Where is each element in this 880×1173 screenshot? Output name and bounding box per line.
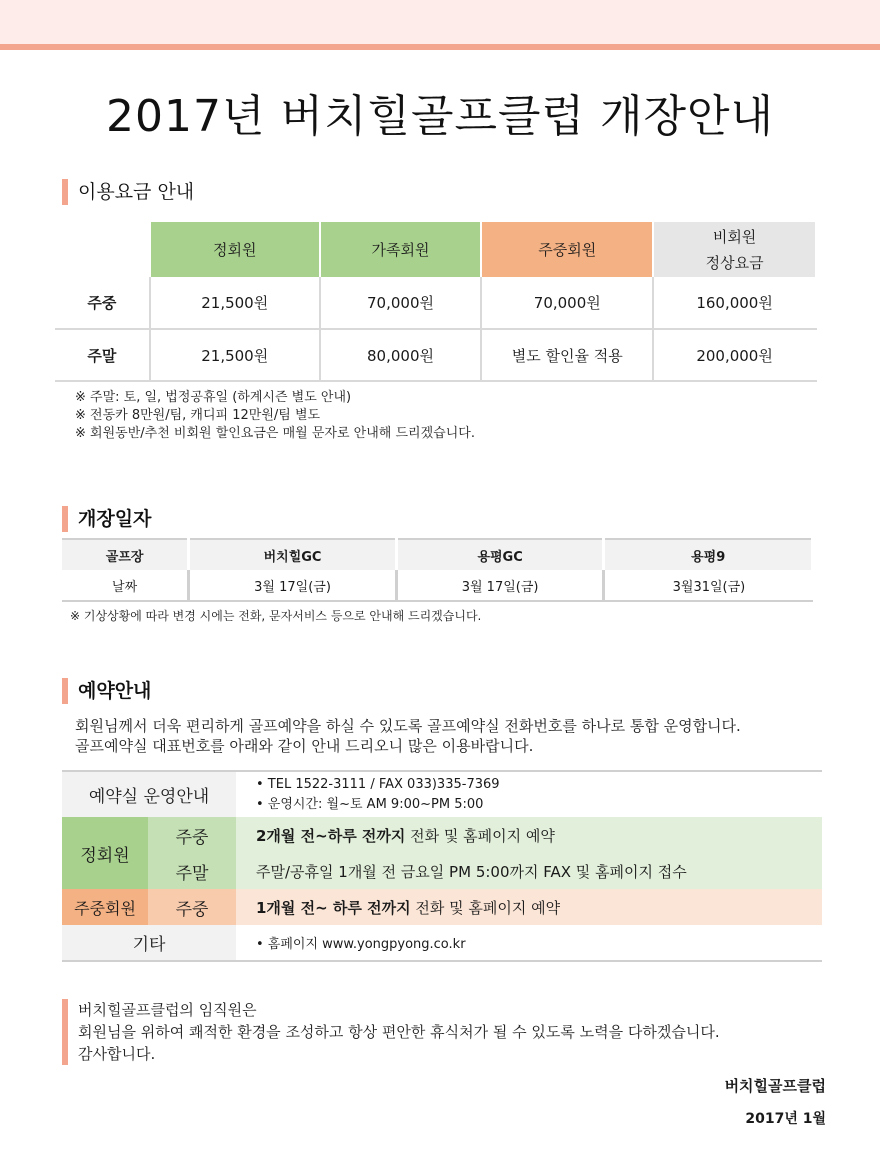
section-heading-opening: 개장일자 xyxy=(62,506,151,532)
regular-weekday-rule xyxy=(236,817,822,853)
regular-weekday-rest: 전화 및 홈페이지 예약 xyxy=(405,826,555,845)
reservation-table xyxy=(62,770,822,962)
section-heading-reservation: 예약안내 xyxy=(62,678,151,704)
fee-cell: 160,000원 xyxy=(653,277,816,329)
col-family-member: 가족회원 xyxy=(320,222,482,277)
reservation-intro xyxy=(75,716,741,756)
opening-header: 용평GC xyxy=(396,539,604,570)
fee-note: ※ 전동카 8만원/팀, 캐디피 12만원/팀 별도 xyxy=(75,408,321,423)
row-label-weekend: 주말 xyxy=(55,329,150,381)
office-line: • TEL 1522-3111 / FAX 033)335-7369 xyxy=(256,776,500,792)
weekday-member-rest: 전화 및 홈페이지 예약 xyxy=(410,898,561,917)
fee-notes xyxy=(75,389,475,443)
opening-row-label: 날짜 xyxy=(62,570,189,601)
section-heading-fees: 이용요금 안내 xyxy=(62,179,194,205)
col-non-member xyxy=(653,222,816,277)
closing-line: 감사합니다. xyxy=(78,1045,156,1063)
row-label-weekday: 주중 xyxy=(55,277,150,329)
opening-note: ※ 기상상황에 따라 변경 시에는 전화, 문자서비스 등으로 안내해 드리겠습니다. xyxy=(70,609,482,623)
page-title: 2017년 버치힐골프클럽 개장안내 xyxy=(106,91,774,142)
fee-cell: 80,000원 xyxy=(320,329,482,381)
fee-cell: 70,000원 xyxy=(481,277,653,329)
fee-corner-cell xyxy=(55,222,150,277)
regular-member-label: 정회원 xyxy=(62,817,148,889)
fee-note: ※ 회원동반/추천 비회원 할인요금은 매월 문자로 안내해 드리겠습니다. xyxy=(75,426,475,441)
regular-weekend-label: 주말 xyxy=(148,853,236,889)
col-weekday-member: 주중회원 xyxy=(481,222,653,277)
weekday-member-rule xyxy=(236,889,822,925)
regular-weekday-bold: 2개월 전~하루 전까지 xyxy=(256,826,406,845)
col-regular-member: 정회원 xyxy=(150,222,320,277)
regular-weekend-rule: 주말/공휴일 1개월 전 금요일 PM 5:00까지 FAX 및 홈페이지 접수 xyxy=(236,853,822,889)
closing-line: 버치힐골프클럽의 임직원은 xyxy=(78,1001,257,1019)
opening-header: 버치힐GC xyxy=(189,539,397,570)
opening-header: 골프장 xyxy=(62,539,189,570)
top-accent-line xyxy=(0,44,880,50)
fee-cell: 별도 할인율 적용 xyxy=(481,329,653,381)
office-info xyxy=(236,771,822,817)
weekday-member-bold: 1개월 전~ 하루 전까지 xyxy=(256,898,411,917)
opening-date: 3월 17일(금) xyxy=(396,570,604,601)
top-banner xyxy=(0,0,880,44)
opening-date: 3월 17일(금) xyxy=(189,570,397,601)
fee-cell: 21,500원 xyxy=(150,329,320,381)
office-line: • 운영시간: 월~토 AM 9:00~PM 5:00 xyxy=(256,796,484,812)
intro-line: 회원님께서 더욱 편리하게 골프예약을 하실 수 있도록 골프예약실 전화번호를 하나로 통합 운영합니다. xyxy=(75,717,741,735)
col-non-member-line1: 비회원 xyxy=(712,227,757,246)
opening-table xyxy=(62,538,814,602)
intro-line: 골프예약실 대표번호를 아래와 같이 안내 드리오니 많은 이용바랍니다. xyxy=(75,737,534,755)
weekday-member-label: 주중회원 xyxy=(62,889,148,925)
weekday-member-day-label: 주중 xyxy=(148,889,236,925)
etc-info: • 홈페이지 www.yongpyong.co.kr xyxy=(236,925,822,961)
fee-table xyxy=(55,222,817,382)
fee-cell: 21,500원 xyxy=(150,277,320,329)
signature-date: 2017년 1월 xyxy=(745,1111,826,1127)
fee-cell: 70,000원 xyxy=(320,277,482,329)
closing-message xyxy=(62,999,720,1065)
opening-header: 용평9 xyxy=(604,539,813,570)
fee-note: ※ 주말: 토, 일, 법정공휴일 (하계시즌 별도 안내) xyxy=(75,390,352,405)
closing-line: 회원님을 위하여 쾌적한 환경을 조성하고 항상 편안한 휴식처가 될 수 있도록 노력을 다하겠습니다. xyxy=(78,1023,720,1041)
col-non-member-line2: 정상요금 xyxy=(705,253,764,272)
etc-label: 기타 xyxy=(62,925,236,961)
fee-cell: 200,000원 xyxy=(653,329,816,381)
regular-weekday-label: 주중 xyxy=(148,817,236,853)
opening-date: 3월31일(금) xyxy=(604,570,813,601)
signature-org: 버치힐골프클럽 xyxy=(724,1077,826,1095)
office-label: 예약실 운영안내 xyxy=(62,771,236,817)
